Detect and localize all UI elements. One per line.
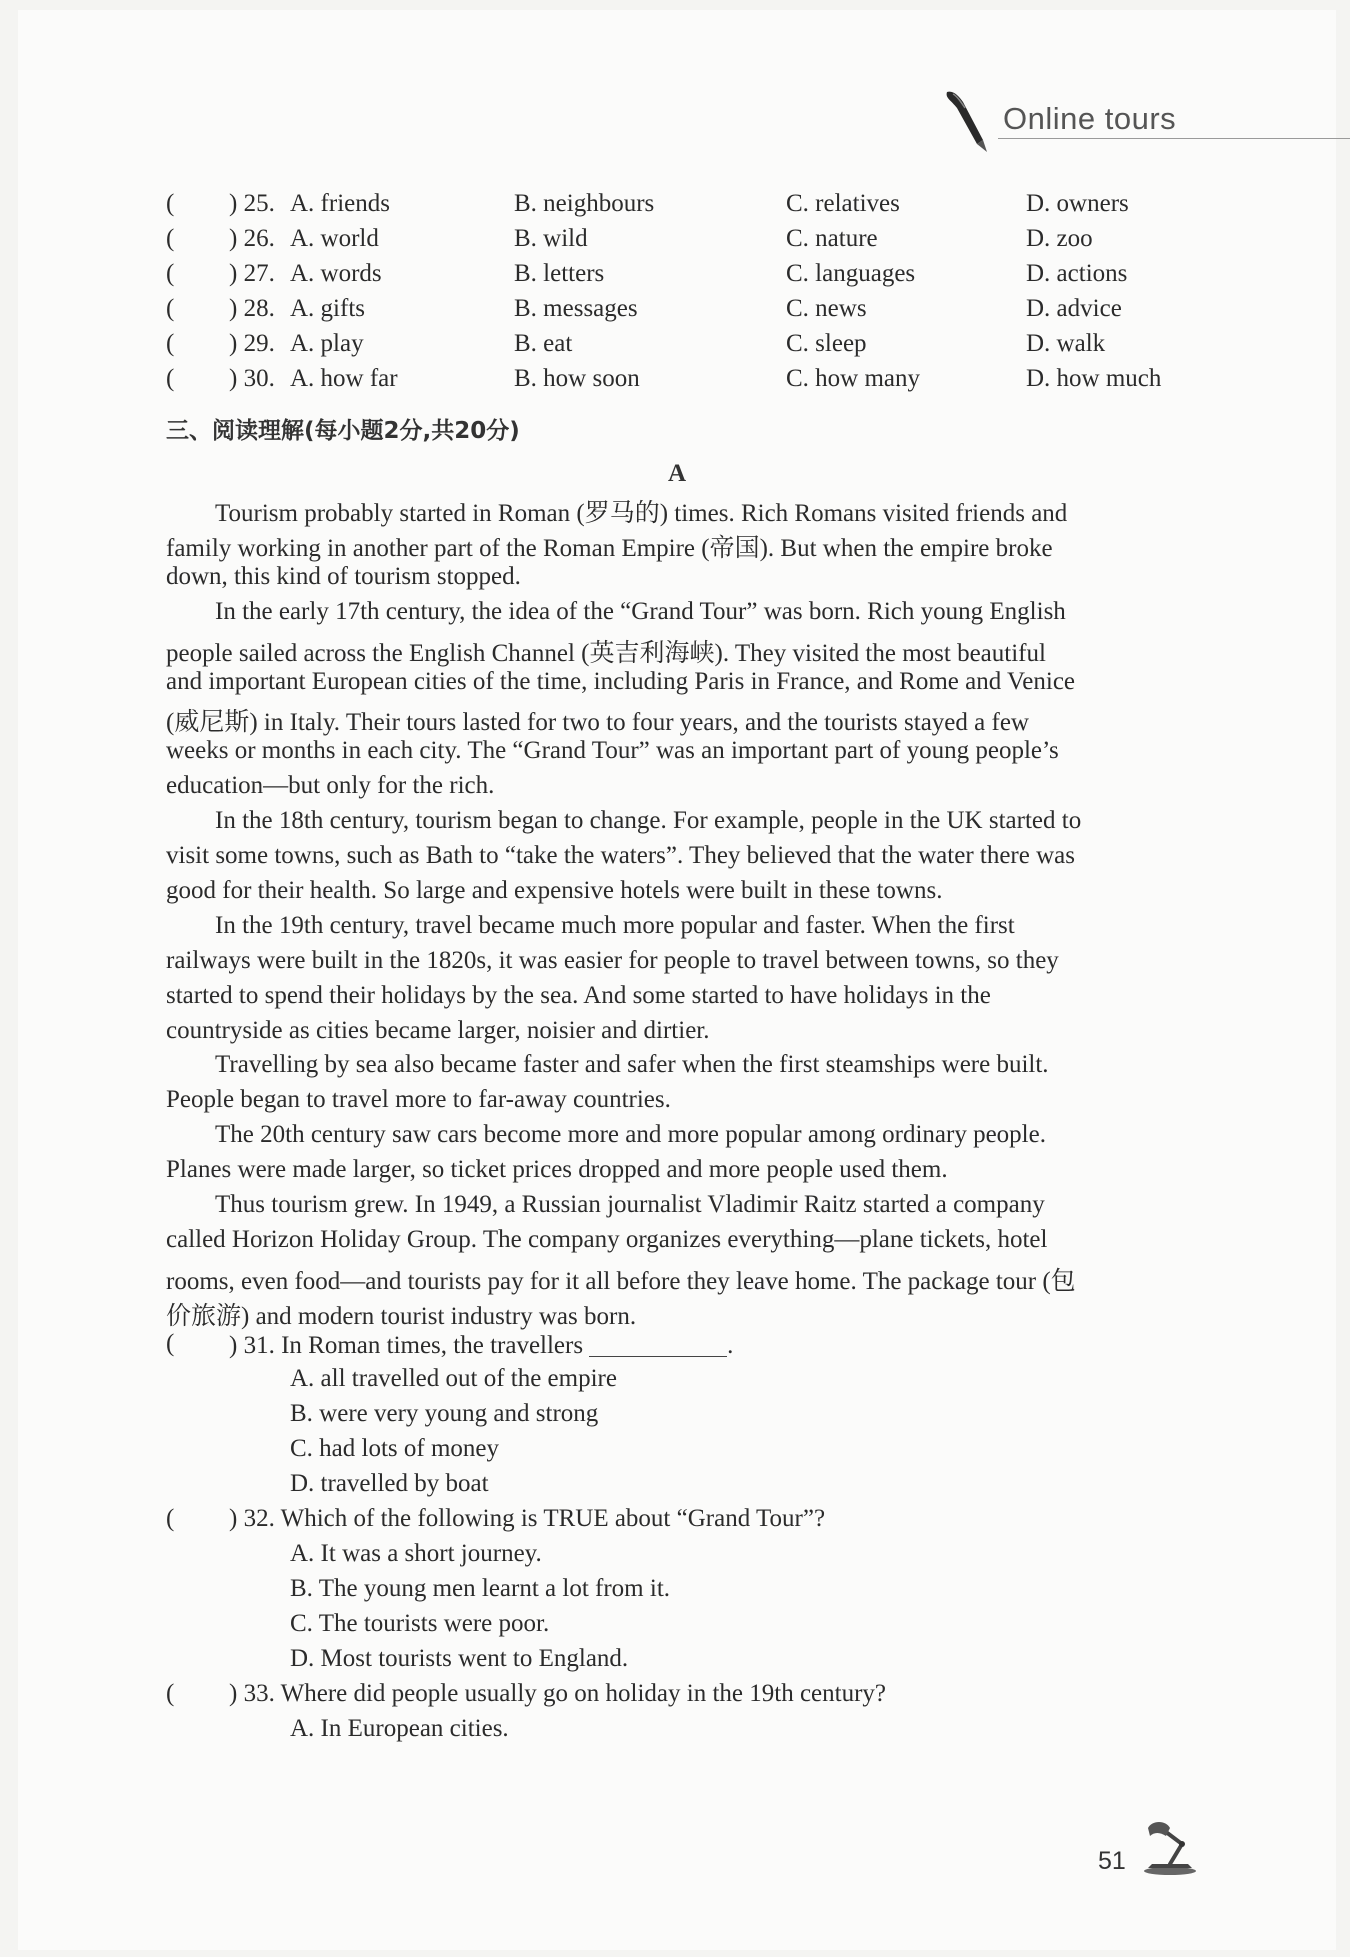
passage-line: weeks or months in each city. The “Grand Tour” was an important part of young people’s bbox=[166, 737, 1059, 765]
option-b: B. letters bbox=[514, 260, 605, 287]
passage-line: visit some towns, such as Bath to “take the waters”. They believed that the water there was bbox=[166, 842, 1075, 869]
answer-choice: A. In European cities. bbox=[290, 1715, 509, 1742]
answer-choice: B. were very young and strong bbox=[290, 1400, 599, 1427]
page-number: 51 bbox=[1098, 1847, 1126, 1875]
answer-paren: ( bbox=[166, 260, 175, 287]
passage-line: rooms, even food—and tourists pay for it all before they leave home. The package tour (包 bbox=[166, 1267, 1076, 1295]
answer-paren: ( bbox=[166, 1505, 175, 1532]
passage-line: 价旅游) and modern tourist industry was born. bbox=[166, 1302, 637, 1330]
question-number: ) 27. bbox=[229, 260, 275, 287]
option-d: D. walk bbox=[1026, 330, 1106, 357]
option-b: B. messages bbox=[514, 295, 638, 322]
option-d: D. advice bbox=[1026, 295, 1122, 322]
question-stem: ) 32. Which of the following is TRUE about “Grand Tour”? bbox=[229, 1505, 826, 1532]
option-row bbox=[166, 365, 1266, 400]
passage-line: called Horizon Holiday Group. The company organizes everything—plane tickets, hotel bbox=[166, 1225, 1048, 1253]
answer-paren: ( bbox=[166, 1680, 175, 1707]
question-stem: ) 33. Where did people usually go on holiday in the 19th century? bbox=[229, 1680, 887, 1707]
option-a: A. gifts bbox=[290, 295, 365, 322]
option-c: C. relatives bbox=[786, 190, 900, 217]
passage-label: A bbox=[667, 460, 687, 487]
passage-line: Tourism probably started in Roman (罗马的) times. Rich Romans visited friends and bbox=[215, 500, 1068, 527]
option-c: C. nature bbox=[786, 225, 878, 252]
answer-paren: ( bbox=[166, 1330, 175, 1357]
passage-line: people sailed across the English Channel (英吉利海峡). They visited the most beautiful bbox=[166, 639, 1046, 667]
question-row bbox=[166, 1680, 1266, 1715]
option-a: A. words bbox=[290, 260, 382, 287]
answer-paren: ( bbox=[166, 225, 175, 252]
answer-choice: A. all travelled out of the empire bbox=[290, 1365, 617, 1392]
passage-line: (威尼斯) in Italy. Their tours lasted for two to four years, and the tourists stayed a few bbox=[166, 709, 1029, 737]
question-row bbox=[166, 1505, 1266, 1540]
question-text bbox=[229, 1330, 733, 1360]
desk-lamp-icon bbox=[1136, 1818, 1198, 1876]
option-c: C. news bbox=[786, 295, 867, 322]
passage-line: countryside as cities became larger, noisier and dirtier. bbox=[166, 1016, 710, 1044]
worksheet-page bbox=[18, 10, 1336, 1950]
answer-paren: ( bbox=[166, 295, 175, 322]
question-number: ) 30. bbox=[229, 365, 275, 392]
option-row bbox=[166, 330, 1266, 365]
answer-blank bbox=[589, 1330, 727, 1357]
option-c: C. how many bbox=[786, 365, 921, 392]
passage-line: In the 18th century, tourism began to change. For example, people in the UK started to bbox=[215, 807, 1082, 835]
answer-choice: D. travelled by boat bbox=[290, 1470, 489, 1497]
option-b: B. how soon bbox=[514, 365, 640, 392]
option-row bbox=[166, 295, 1266, 330]
passage-line: The 20th century saw cars become more and more popular among ordinary people. bbox=[215, 1121, 1046, 1149]
question-number: ) 25. bbox=[229, 190, 275, 217]
answer-choice: C. had lots of money bbox=[290, 1435, 500, 1462]
question-row bbox=[166, 1330, 1266, 1365]
question-end: . bbox=[727, 1332, 734, 1359]
option-c: C. languages bbox=[786, 260, 916, 287]
answer-choice: D. Most tourists went to England. bbox=[290, 1645, 629, 1672]
passage-line: In the early 17th century, the idea of the “Grand Tour” was born. Rich young English bbox=[215, 597, 1066, 625]
question-text bbox=[229, 1680, 886, 1708]
question-number: ) 28. bbox=[229, 295, 275, 322]
header-title: Online tours bbox=[1003, 101, 1177, 136]
passage-line: Planes were made larger, so ticket prices dropped and more people used them. bbox=[166, 1156, 948, 1184]
passage-line: started to spend their holidays by the sea. And some started to have holidays in the bbox=[166, 981, 991, 1009]
passage-line: People began to travel more to far-away countries. bbox=[166, 1086, 671, 1114]
option-d: D. owners bbox=[1026, 190, 1129, 217]
option-a: A. world bbox=[290, 225, 379, 252]
answer-choice: B. The young men learnt a lot from it. bbox=[290, 1575, 671, 1602]
answer-paren: ( bbox=[166, 365, 175, 392]
question-number: ) 29. bbox=[229, 330, 275, 357]
option-b: B. neighbours bbox=[514, 190, 655, 217]
passage-line: family working in another part of the Roman Empire (帝国). But when the empire broke bbox=[166, 534, 1053, 562]
question-number: ) 26. bbox=[229, 225, 275, 252]
question-stem: ) 31. In Roman times, the travellers bbox=[229, 1332, 584, 1359]
answer-paren: ( bbox=[166, 190, 175, 217]
option-b: B. wild bbox=[514, 225, 588, 252]
option-a: A. friends bbox=[290, 190, 390, 217]
passage-line: In the 19th century, travel became much more popular and faster. When the first bbox=[215, 911, 1015, 939]
passage-line: railways were built in the 1820s, it was easier for people to travel between towns, so they bbox=[166, 946, 1059, 974]
passage-line: good for their health. So large and expensive hotels were built in these towns. bbox=[166, 876, 943, 904]
section-title: 三、阅读理解(每小题2分,共20分) bbox=[166, 418, 520, 444]
option-d: D. how much bbox=[1026, 365, 1162, 392]
option-d: D. zoo bbox=[1026, 225, 1093, 252]
option-a: A. play bbox=[290, 330, 364, 357]
answer-choice: C. The tourists were poor. bbox=[290, 1610, 550, 1637]
header-rule bbox=[998, 138, 1350, 139]
passage-line: Thus tourism grew. In 1949, a Russian journalist Vladimir Raitz started a company bbox=[215, 1191, 1045, 1218]
option-c: C. sleep bbox=[786, 330, 867, 357]
page-header bbox=[943, 88, 1350, 158]
passage-line: down, this kind of tourism stopped. bbox=[166, 562, 521, 590]
option-row bbox=[166, 190, 1266, 225]
option-a: A. how far bbox=[290, 365, 398, 392]
passage-line: and important European cities of the time, including Paris in France, and Rome and Venice bbox=[166, 667, 1076, 695]
passage-line: education—but only for the rich. bbox=[166, 772, 495, 800]
question-text bbox=[229, 1505, 825, 1533]
option-d: D. actions bbox=[1026, 260, 1128, 287]
answer-choice: A. It was a short journey. bbox=[290, 1540, 542, 1567]
pen-icon bbox=[943, 88, 993, 158]
option-row bbox=[166, 225, 1266, 260]
option-row bbox=[166, 260, 1266, 295]
option-b: B. eat bbox=[514, 330, 573, 357]
answer-paren: ( bbox=[166, 330, 175, 357]
passage-line: Travelling by sea also became faster and safer when the first steamships were built. bbox=[215, 1051, 1049, 1079]
